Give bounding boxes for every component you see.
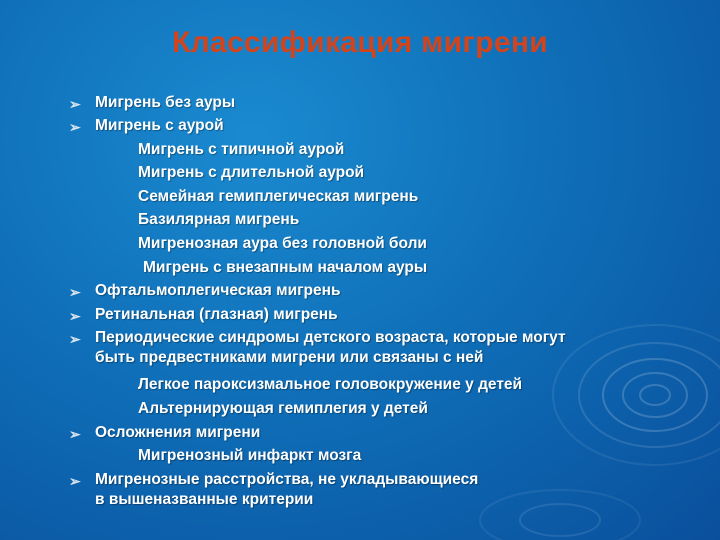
list-item-text: Мигренозный инфаркт мозга [138,447,362,464]
arrow-bullet-icon: ➢ [69,331,81,347]
list-item-text: Ретинальная (глазная) мигрень [95,306,338,323]
slide-title: Классификация мигрени [172,26,548,59]
sub-list-item [138,374,522,396]
list-item [69,469,479,491]
sub-list-item [138,162,364,184]
list-item-text: Мигрень с аурой [95,117,224,134]
list-item [69,92,236,114]
list-item [69,280,341,302]
list-item-text: Семейная гемиплегическая мигрень [138,188,419,205]
list-item [69,304,338,326]
list-item-text: Легкое пароксизмальное головокружение у детей [138,376,523,393]
sub-list-item [143,257,427,279]
sub-list-item [138,445,361,467]
list-item-text: быть предвестниками мигрени или связаны с ней [95,349,484,366]
list-item-text: Мигренозная аура без головной боли [138,235,427,252]
sub-list-item [138,139,344,161]
sub-list-item [138,186,418,208]
arrow-bullet-icon: ➢ [69,426,81,442]
list-item-text: Мигрень с длительной аурой [138,164,365,181]
arrow-bullet-icon: ➢ [69,308,81,324]
list-item-text: Мигрень с внезапным началом ауры [143,259,428,276]
sub-list-item [138,209,299,231]
arrow-bullet-icon: ➢ [69,284,81,300]
list-item-text: Офтальмоплегическая мигрень [95,282,341,299]
list-item-text: в вышеназванные критерии [95,491,314,508]
arrow-bullet-icon: ➢ [69,96,81,112]
list-item-text: Мигренозные расстройства, не укладывающиеся [95,471,479,488]
list-item-text: Периодические синдромы детского возраста, которые могут [95,329,566,346]
list-item [69,327,566,349]
list-item-text: Базилярная мигрень [138,211,300,228]
list-item-text: Мигрень с типичной аурой [138,141,345,158]
sub-list-item [138,233,427,255]
arrow-bullet-icon: ➢ [69,119,81,135]
list-item-text: Осложнения мигрени [95,424,261,441]
list-item-continuation [95,347,483,369]
list-item-continuation [95,489,313,511]
list-item [69,115,224,137]
arrow-bullet-icon: ➢ [69,473,81,489]
list-item-text: Альтернирующая гемиплегия у детей [138,400,428,417]
sub-list-item [138,398,428,420]
list-item [69,422,261,444]
list-item-text: Мигрень без ауры [95,94,236,111]
